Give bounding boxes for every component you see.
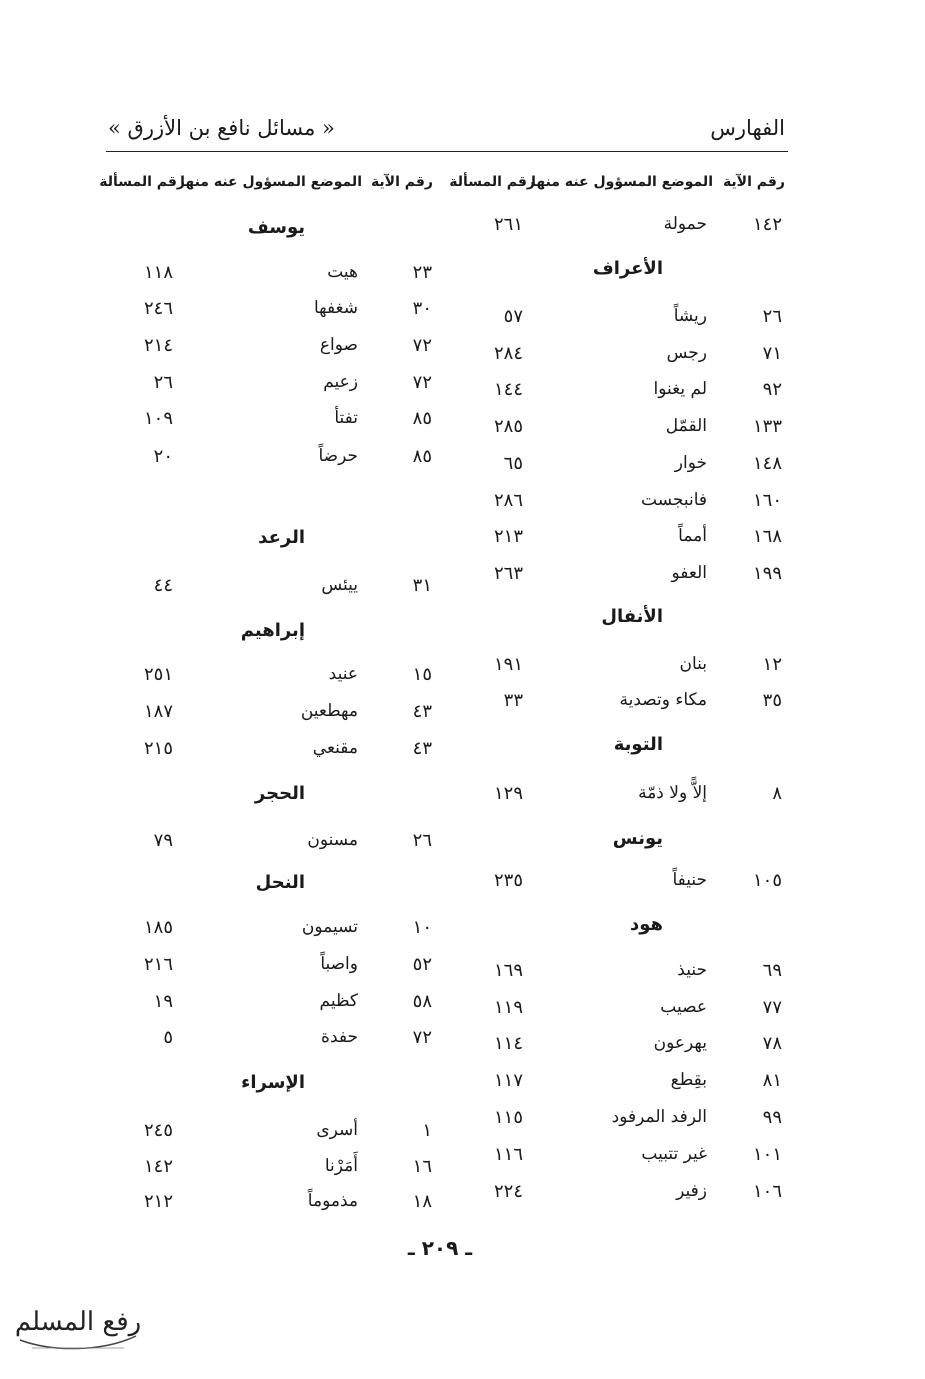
question-number: ٢٣٥ <box>493 870 523 891</box>
verse-number: ١٤٢ <box>752 214 782 235</box>
running-header-right: الفهارس <box>710 116 785 140</box>
question-number: ٢٦٣ <box>493 563 523 584</box>
index-word: غير تتبيب <box>641 1144 707 1164</box>
question-number: ٢١٦ <box>143 954 173 975</box>
verse-number: ٧١ <box>762 343 782 364</box>
left-header-word: الموضع المسؤول عنه منها <box>180 174 362 190</box>
question-number: ١٢٩ <box>493 783 523 804</box>
verse-number: ٨ <box>772 783 782 804</box>
right-header-word: الموضع المسؤول عنه منها <box>531 174 713 190</box>
verse-number: ٧٢ <box>412 372 432 393</box>
header-rule <box>106 151 788 152</box>
index-word: أمماً <box>678 526 707 546</box>
verse-number: ١٠٦ <box>752 1181 782 1202</box>
verse-number: ٣١ <box>412 575 432 596</box>
index-word: القمّل <box>665 416 707 436</box>
section-title: الإسراء <box>241 1072 305 1093</box>
index-word: ييئس <box>321 575 358 595</box>
question-number: ١١٩ <box>493 997 523 1018</box>
index-word: حرضاً <box>318 446 358 466</box>
section-title: يوسف <box>247 217 305 238</box>
verse-number: ٢٣ <box>412 262 432 283</box>
verse-number: ٤٣ <box>412 738 432 759</box>
index-word: مهطعين <box>300 701 358 721</box>
question-number: ١٨٥ <box>143 917 173 938</box>
question-number: ٢٠ <box>153 446 173 467</box>
question-number: ٢١٤ <box>143 335 173 356</box>
question-number: ٢٨٤ <box>493 343 523 364</box>
index-word: بنان <box>679 654 707 674</box>
section-title: هود <box>629 914 663 935</box>
index-word: واصباً <box>320 954 358 974</box>
question-number: ٢١٣ <box>493 526 523 547</box>
index-word: ريشاً <box>673 306 707 326</box>
section-title: إبراهيم <box>240 620 305 641</box>
question-number: ٢٨٥ <box>493 416 523 437</box>
question-number: ٣٣ <box>503 690 523 711</box>
verse-number: ٧٢ <box>412 1027 432 1048</box>
question-number: ٢٤٥ <box>143 1120 173 1141</box>
section-title: الحجر <box>254 783 305 804</box>
left-header-verse: رقم الآية <box>370 174 433 190</box>
verse-number: ٢٦ <box>412 830 432 851</box>
index-word: إلاًّ ولا ذمّة <box>638 783 707 803</box>
index-word: كظيم <box>319 991 358 1011</box>
publisher-stamp-logo <box>12 1290 144 1362</box>
left-header-question: رقم المسألة <box>99 174 185 190</box>
index-word: شغفها <box>313 298 358 318</box>
question-number: ١١٨ <box>143 262 173 283</box>
index-word: زعيم <box>323 372 358 392</box>
index-word: فانبجست <box>641 490 707 510</box>
verse-number: ١٦٨ <box>752 526 782 547</box>
verse-number: ٩٢ <box>762 379 782 400</box>
section-title: الأنفال <box>601 606 663 627</box>
stamp-text: رفع المسلم <box>14 1307 142 1337</box>
question-number: ١١٧ <box>493 1070 523 1091</box>
index-word: بقِطع <box>670 1070 707 1090</box>
question-number: ١٤٢ <box>143 1156 173 1177</box>
verse-number: ٨٥ <box>412 408 432 429</box>
index-word: أسرى <box>316 1120 358 1140</box>
question-number: ١٠٩ <box>143 408 173 429</box>
verse-number: ١٣٣ <box>752 416 782 437</box>
question-number: ١١٤ <box>493 1033 523 1054</box>
question-number: ٢٤٦ <box>143 298 173 319</box>
index-word: مقنعي <box>312 738 358 758</box>
section-title: الأعراف <box>592 258 663 279</box>
question-number: ٥ <box>163 1027 173 1048</box>
question-number: ٧٩ <box>153 830 173 851</box>
verse-number: ١٠ <box>412 917 432 938</box>
question-number: ١١٦ <box>493 1144 523 1165</box>
index-word: زفير <box>676 1181 707 1201</box>
index-word: عنيد <box>328 664 358 684</box>
index-word: العفو <box>671 563 707 583</box>
page-number: ـ ٢٠٩ ـ <box>407 1236 473 1260</box>
question-number: ٢٦ <box>153 372 173 393</box>
right-header-verse: رقم الآية <box>722 174 785 190</box>
verse-number: ١٦٠ <box>752 490 782 511</box>
index-word: يهرعون <box>653 1033 707 1053</box>
index-word: رجس <box>666 343 707 363</box>
verse-number: ١٦ <box>412 1156 432 1177</box>
index-word: أَمَرْنا <box>324 1156 358 1176</box>
question-number: ٢٦١ <box>493 214 523 235</box>
question-number: ٢١٢ <box>143 1191 173 1212</box>
index-word: تفتأ <box>334 408 358 428</box>
section-title: التوبة <box>613 734 663 755</box>
verse-number: ٧٢ <box>412 335 432 356</box>
verse-number: ٦٩ <box>762 960 782 981</box>
verse-number: ١ <box>422 1120 432 1141</box>
question-number: ١٤٤ <box>493 379 523 400</box>
question-number: ١٦٩ <box>493 960 523 981</box>
question-number: ٢٨٦ <box>493 490 523 511</box>
verse-number: ٨٥ <box>412 446 432 467</box>
index-word: مسنون <box>307 830 358 850</box>
index-word: خوار <box>674 453 707 473</box>
question-number: ١١٥ <box>493 1107 523 1128</box>
question-number: ١٩١ <box>493 654 523 675</box>
running-header-left: « مسائل نافع بن الأزرق » <box>108 116 335 140</box>
index-word: لم يغنوا <box>653 379 707 399</box>
verse-number: ١٤٨ <box>752 453 782 474</box>
index-word: حفدة <box>321 1027 358 1047</box>
verse-number: ١٥ <box>412 664 432 685</box>
question-number: ٢٥١ <box>143 664 173 685</box>
section-title: يونس <box>612 828 663 849</box>
verse-number: ١٨ <box>412 1191 432 1212</box>
index-word: عصيب <box>660 997 707 1017</box>
question-number: ٤٤ <box>153 575 173 596</box>
verse-number: ١٩٩ <box>752 563 782 584</box>
verse-number: ٣٥ <box>762 690 782 711</box>
verse-number: ١٠١ <box>752 1144 782 1165</box>
verse-number: ٧٧ <box>762 997 782 1018</box>
verse-number: ٧٨ <box>762 1033 782 1054</box>
index-word: مذموماً <box>307 1191 358 1211</box>
verse-number: ٤٣ <box>412 701 432 722</box>
question-number: ٥٧ <box>503 306 523 327</box>
verse-number: ١٢ <box>762 654 782 675</box>
index-word: هيت <box>327 262 358 282</box>
verse-number: ٥٢ <box>412 954 432 975</box>
verse-number: ٥٨ <box>412 991 432 1012</box>
index-word: حنيفاً <box>672 870 707 890</box>
index-word: الرفد المرفود <box>611 1107 707 1127</box>
verse-number: ٣٠ <box>412 298 432 319</box>
right-header-question: رقم المسألة <box>449 174 535 190</box>
question-number: ٢٢٤ <box>493 1181 523 1202</box>
question-number: ٦٥ <box>503 453 523 474</box>
question-number: ١٨٧ <box>143 701 173 722</box>
index-word: مكاء وتصدية <box>619 690 707 710</box>
verse-number: ١٠٥ <box>752 870 782 891</box>
question-number: ٢١٥ <box>143 738 173 759</box>
section-title: النحل <box>255 872 305 893</box>
question-number: ١٩ <box>153 991 173 1012</box>
index-word: تسيمون <box>301 917 358 937</box>
verse-number: ٢٦ <box>762 306 782 327</box>
section-title: الرعد <box>258 527 305 548</box>
verse-number: ٩٩ <box>762 1107 782 1128</box>
index-word: حنيذ <box>677 960 707 980</box>
verse-number: ٨١ <box>762 1070 782 1091</box>
index-word: حمولة <box>663 214 707 234</box>
index-word: صواع <box>319 335 358 355</box>
